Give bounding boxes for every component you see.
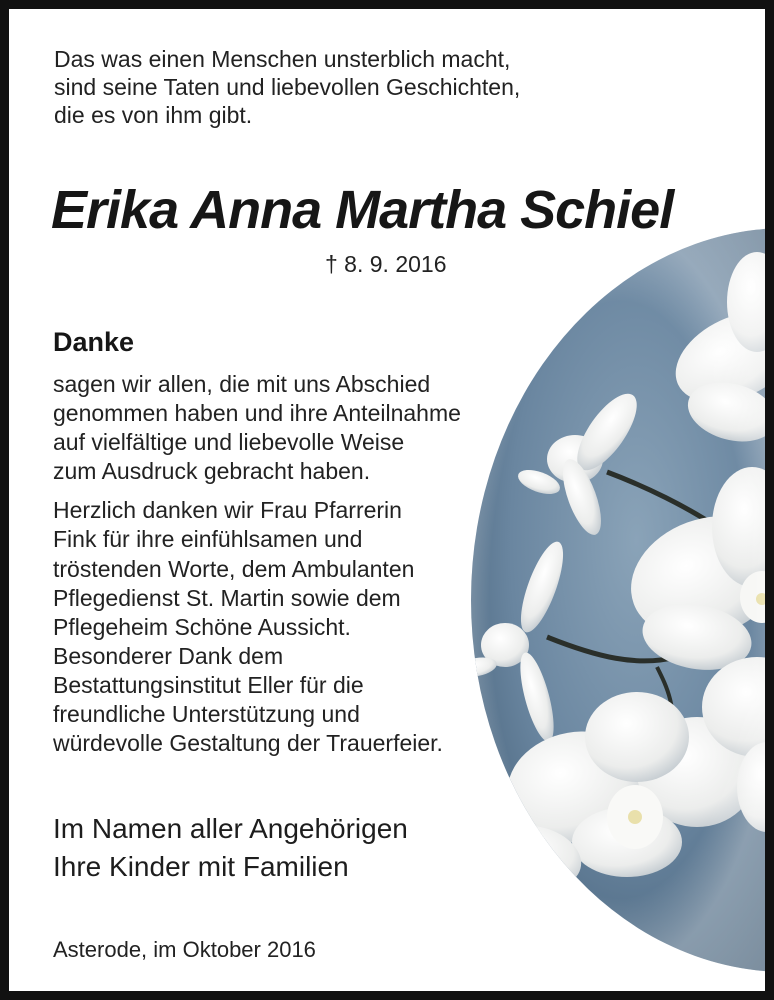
quote-line: Das was einen Menschen unsterblich macht, [54,46,511,72]
signature-line: Ihre Kinder mit Familien [53,851,349,882]
thanks-heading: Danke [53,327,135,357]
body-line: freundliche Unterstützung und [53,701,360,728]
body-line: Fink für ihre einfühlsamen und [53,526,363,553]
quote-line: sind seine Taten und liebevollen Geschichten, [54,74,521,100]
place-date: Asterode, im Oktober 2016 [53,937,316,962]
body-line: würdevolle Gestaltung der Trauerfeier. [53,730,443,757]
body-line: tröstenden Worte, dem Ambulanten [53,555,415,582]
deceased-name: Erika Anna Martha Schiel [51,180,674,240]
thanks-body [53,370,523,758]
body-line: Besonderer Dank dem [53,642,284,669]
quote-line: die es von ihm gibt. [54,102,253,128]
signature-line: Im Namen aller Angehörigen [53,813,408,844]
body-line: genommen haben und ihre Anteilnahme [53,400,461,427]
death-date: † 8. 9. 2016 [325,251,447,277]
body-line: auf vielfältige und liebevolle Weise [53,429,405,456]
body-line: Bestattungsinstitut Eller für die [53,671,364,698]
body-line: Herzlich danken wir Frau Pfarrerin [53,497,402,524]
body-line: zum Ausdruck gebracht haben. [53,458,371,485]
quote-text [54,45,594,129]
body-line: Pflegeheim Schöne Aussicht. [53,613,351,640]
body-line: sagen wir allen, die mit uns Abschied [53,371,431,397]
signature [53,810,408,886]
body-line: Pflegedienst St. Martin sowie dem [53,584,401,611]
